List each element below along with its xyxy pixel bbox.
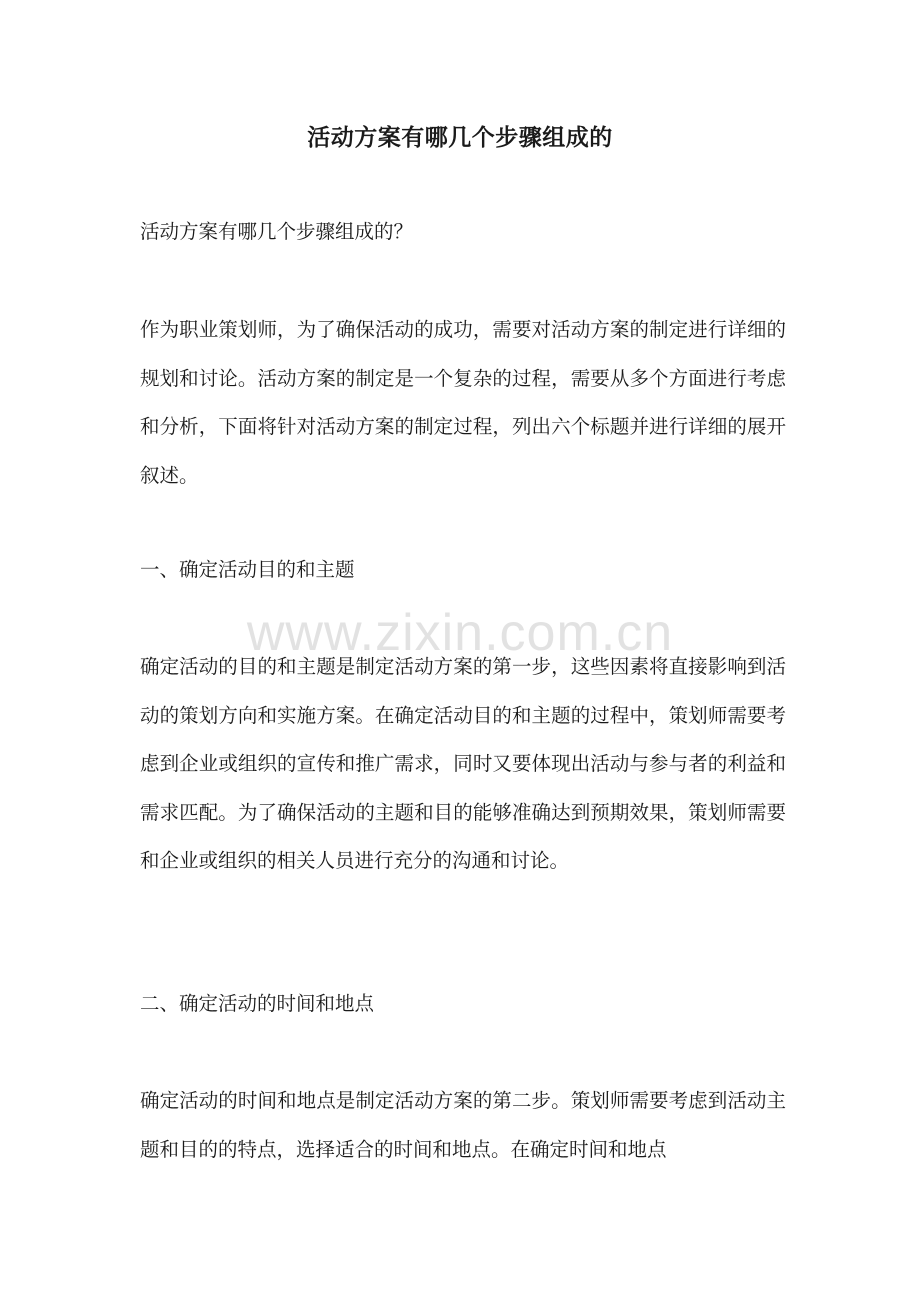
- watermark: www.zixin.com.cn: [246, 604, 674, 662]
- section-2-paragraph: 确定活动的时间和地点是制定活动方案的第二步。策划师需要考虑到活动主题和目的的特点，选择适合的时间和地点。在确定时间和地点: [140, 1089, 786, 1161]
- section-1-heading: 一、确定活动目的和主题: [140, 558, 355, 581]
- document-subtitle: 活动方案有哪几个步骤组成的？: [140, 220, 414, 243]
- document-title: 活动方案有哪几个步骤组成的: [307, 124, 613, 151]
- intro-paragraph: 作为职业策划师，为了确保活动的成功，需要对活动方案的制定进行详细的规划和讨论。活动方案的制定是一个复杂的过程，需要从多个方面进行考虑和分析，下面将针对活动方案的制定过程，列出六个标题并进行详细的展开叙述。: [140, 318, 786, 487]
- section-2-heading: 二、确定活动的时间和地点: [140, 992, 375, 1015]
- section-1-paragraph: 确定活动的目的和主题是制定活动方案的第一步，这些因素将直接影响到活动的策划方向和实施方案。在确定活动目的和主题的过程中，策划师需要考虑到企业或组织的宣传和推广需求，同时又要体现出活动与参与者的利益和需求匹配。为了确保活动的主题和目的能够准确达到预期效果，策划师需要和企业或组织的相关人员进行充分的沟通和讨论。: [140, 655, 786, 872]
